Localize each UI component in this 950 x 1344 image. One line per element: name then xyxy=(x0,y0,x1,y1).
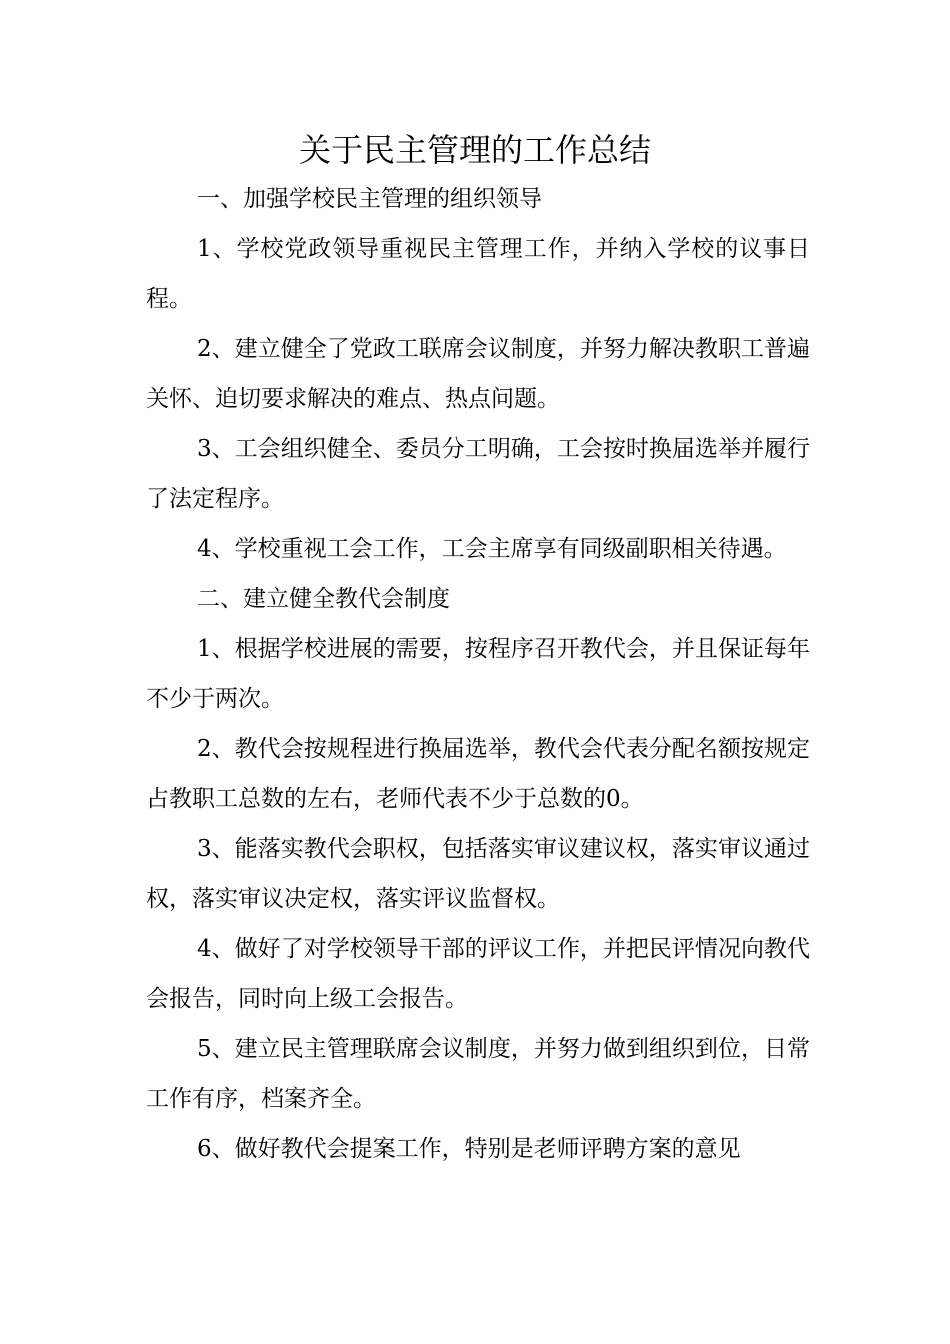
section-heading-2: 二、建立健全教代会制度 xyxy=(197,586,450,612)
paragraph: 2、建立健全了党政工联席会议制度，并努力解决教职工普遍关怀、迫切要求解决的难点、热点问题。 xyxy=(146,336,810,412)
paragraph: 2、教代会按规程进行换届选举，教代会代表分配名额按规定占教职工总数的左右，老师代表不少于总数的0。 xyxy=(146,736,810,812)
paragraph: 1、根据学校进展的需要，按程序召开教代会，并且保证每年不少于两次。 xyxy=(146,636,810,712)
paragraph: 3、能落实教代会职权，包括落实审议建议权，落实审议通过权，落实审议决定权，落实评议监督权。 xyxy=(146,836,810,912)
document-title: 关于民主管理的工作总结 xyxy=(298,131,651,169)
paragraph: 5、建立民主管理联席会议制度，并努力做到组织到位，日常工作有序，档案齐全。 xyxy=(146,1036,810,1112)
paragraph: 6、做好教代会提案工作，特别是老师评聘方案的意见 xyxy=(197,1136,741,1162)
paragraph: 4、做好了对学校领导干部的评议工作，并把民评情况向教代会报告，同时向上级工会报告。 xyxy=(146,936,810,1012)
document-body xyxy=(146,174,810,1174)
paragraph: 3、工会组织健全、委员分工明确，工会按时换届选举并履行了法定程序。 xyxy=(146,436,810,512)
section-heading-1: 一、加强学校民主管理的组织领导 xyxy=(197,186,542,212)
paragraph: 1、学校党政领导重视民主管理工作，并纳入学校的议事日程。 xyxy=(146,236,810,312)
paragraph: 4、学校重视工会工作，工会主席享有同级副职相关待遇。 xyxy=(197,536,787,562)
